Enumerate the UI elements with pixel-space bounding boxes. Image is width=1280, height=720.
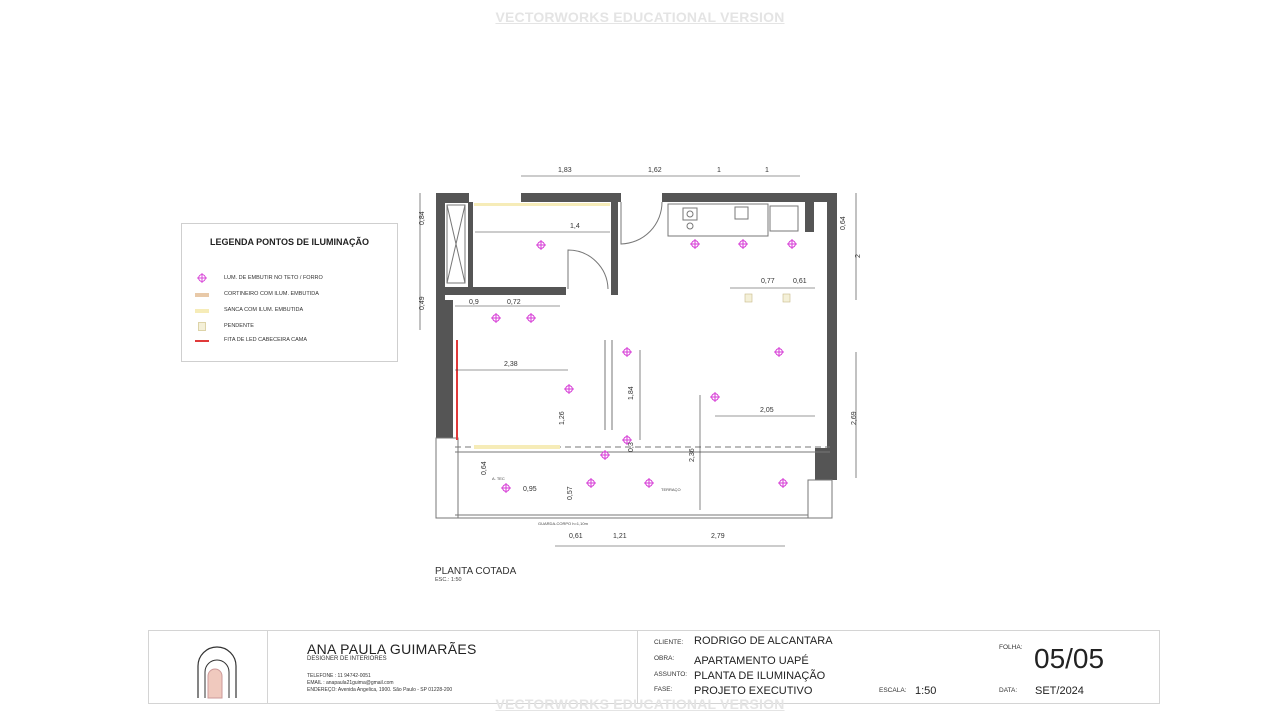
legend-title: LEGENDA PONTOS DE ILUMINAÇÃO	[209, 237, 369, 247]
designer-email: EMAIL : anapaula21guima@gmail.com	[307, 680, 394, 686]
dim-bottom-3: 2,79	[711, 533, 725, 540]
wall-top-left-corner	[436, 193, 469, 203]
watermark-top: VECTORWORKS EDUCATIONAL VERSION	[495, 9, 785, 25]
wall-top-a	[521, 193, 621, 202]
recessed-light-icon	[778, 478, 788, 488]
date-value: SET/2024	[1035, 685, 1084, 697]
dim-room-14: 0,57	[567, 486, 574, 500]
designer-name: ANA PAULA GUIMARÃES	[307, 641, 477, 657]
title-block	[148, 630, 1160, 704]
legend-item-recessed: LUM. DE EMBUTIR NO TETO / FORRO	[224, 275, 323, 281]
burner-b	[687, 223, 693, 229]
recessed-light-icon	[197, 273, 207, 283]
dim-bottom-2: 1,21	[613, 533, 627, 540]
wall-right	[827, 193, 837, 478]
legend-item-led: FITA DE LED CABECEIRA CAMA	[224, 337, 308, 343]
dim-room-8: 0,61	[793, 278, 807, 285]
wall-terrace-column	[815, 448, 837, 480]
drawing-scale: ESC.: 1:50	[435, 577, 462, 583]
title-block-divider-1	[267, 631, 268, 703]
dim-room-3: 0,72	[507, 299, 521, 306]
legend-item-cove: SANCA COM ILUM. EMBUTIDA	[224, 307, 304, 313]
guard-rail-label: GUARDA-CORPO h=1,10m	[538, 521, 588, 526]
phase-value: PROJETO EXECUTIVO	[694, 685, 813, 697]
recessed-light-icon	[491, 313, 501, 323]
tech-area-label: A. TEC	[492, 476, 505, 481]
entry-door-swing	[621, 202, 662, 244]
outlines	[436, 202, 832, 518]
dim-room-5: 1,26	[559, 411, 566, 425]
bath-door-swing	[568, 250, 608, 289]
burner-a	[687, 211, 693, 217]
wall-bath-bottom	[468, 287, 566, 295]
recessed-light-icon	[501, 483, 511, 493]
dim-room-4: 2,38	[504, 361, 518, 368]
recessed-light-icon	[622, 347, 632, 357]
title-block-divider-2	[637, 631, 638, 703]
dim-bottom-1: 0,61	[569, 533, 583, 540]
dim-left-2: 0,49	[419, 296, 426, 310]
wall-left	[436, 193, 445, 438]
drawing-title: PLANTA COTADA	[435, 566, 517, 577]
curtain-cove-icon	[195, 293, 209, 297]
recessed-light-icon	[774, 347, 784, 357]
work-label: OBRA:	[654, 655, 675, 662]
designer-monogram-logo	[194, 642, 240, 700]
wall-kitchen-right	[805, 202, 814, 232]
dim-room-1: 1,4	[570, 223, 580, 230]
dim-room-12: 0,64	[481, 461, 488, 475]
recessed-light-icon	[710, 392, 720, 402]
scale-label: ESCALA:	[879, 687, 907, 694]
wall-top-b	[662, 193, 837, 202]
terrace-label: TERRAÇO	[661, 487, 681, 492]
sheet-label: FOLHA:	[999, 644, 1023, 651]
wall-bath-right	[611, 202, 618, 295]
pendant-1	[745, 294, 752, 302]
subject-label: ASSUNTO:	[654, 671, 688, 678]
dim-top-3: 1	[717, 167, 721, 174]
wall-niche	[445, 287, 468, 295]
client-label: CLIENTE:	[654, 639, 684, 646]
work-value: APARTAMENTO UAPÉ	[694, 655, 809, 667]
dim-room-9: 2,05	[760, 407, 774, 414]
dim-room-6: 1,84	[628, 386, 635, 400]
wall-bath-left	[468, 202, 473, 295]
sheet-value: 05/05	[1034, 643, 1105, 674]
recessed-lights	[491, 239, 797, 493]
designer-address: ENDEREÇO: Avenida Angelica, 1900. São Paulo - SP 01228-200	[307, 687, 453, 693]
dim-top-2: 1,62	[648, 167, 662, 174]
cove-light-terrace	[474, 445, 560, 449]
dim-top-1: 1,83	[558, 167, 572, 174]
dim-room-2: 0,9	[469, 299, 479, 306]
cove-light-icon	[195, 309, 209, 313]
pendant-2	[783, 294, 790, 302]
legend-item-pendant: PENDENTE	[224, 323, 254, 329]
dim-room-13: 0,95	[523, 486, 537, 493]
dim-room-7: 0,77	[761, 278, 775, 285]
cove-light-bath	[474, 203, 610, 206]
recessed-light-icon	[787, 239, 797, 249]
client-value: RODRIGO DE ALCANTARA	[694, 635, 833, 647]
recessed-light-icon	[690, 239, 700, 249]
dim-right-1: 0,64	[840, 216, 847, 230]
recessed-light-icon	[564, 384, 574, 394]
wall-left-inner	[445, 300, 453, 438]
lighting-legend	[181, 223, 398, 362]
dim-top-4: 1	[765, 167, 769, 174]
recessed-light-icon	[586, 478, 596, 488]
dimension-labels	[419, 167, 862, 540]
fridge	[770, 206, 798, 231]
designer-phone: TELEFONE : 11 94742-0051	[307, 673, 371, 679]
pendant-icon	[198, 322, 206, 331]
recessed-light-icon	[526, 313, 536, 323]
dim-right-3: 2,69	[851, 411, 858, 425]
terrace-right-column	[808, 480, 832, 518]
recessed-light-icon	[644, 478, 654, 488]
recessed-light-icon	[738, 239, 748, 249]
phase-label: FASE:	[654, 686, 673, 693]
watermark-bottom: VECTORWORKS EDUCATIONAL VERSION	[495, 696, 785, 712]
cooktop	[683, 208, 697, 220]
terrace-left-column	[436, 438, 458, 518]
dim-left-1: 0,84	[419, 211, 426, 225]
recessed-light-icon	[536, 240, 546, 250]
designer-role: DESIGNER DE INTERIORES	[307, 656, 387, 662]
led-strip-icon	[195, 340, 209, 342]
legend-item-curtain: CORTINEIRO COM ILUM. EMBUTIDA	[224, 291, 319, 297]
dim-room-10: 2,36	[689, 448, 696, 462]
subject-value: PLANTA DE ILUMINAÇÃO	[694, 670, 826, 682]
date-label: DATA:	[999, 687, 1018, 694]
dim-right-2: 2	[855, 254, 862, 258]
walls	[436, 193, 837, 480]
dim-room-11: 0,3	[628, 442, 635, 452]
scale-value: 1:50	[915, 685, 937, 697]
sink	[735, 207, 748, 219]
